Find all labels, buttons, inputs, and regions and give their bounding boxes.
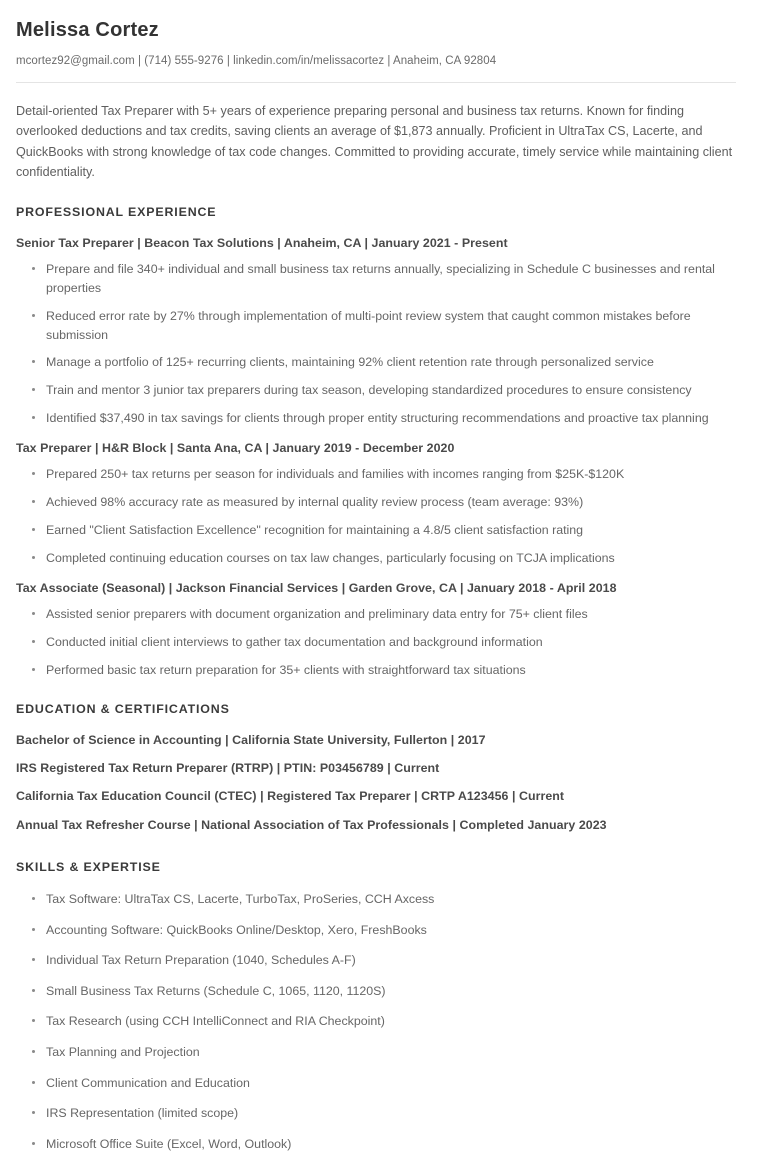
section-heading-education: EDUCATION & CERTIFICATIONS [16,701,230,716]
contact-line: mcortez92@gmail.com | (714) 555-9276 | linkedin.com/in/melissacortez | Anaheim, CA 92804 [16,55,497,67]
experience-bullet: Prepared 250+ tax returns per season for individuals and families with incomes ranging from $25K-$120K [30,465,744,484]
section-education-certifications [16,702,744,834]
skills-list [16,890,744,1153]
section-heading-experience: PROFESSIONAL EXPERIENCE [16,204,217,219]
experience-entry-title: Senior Tax Preparer | Beacon Tax Solutions | Anaheim, CA | January 2021 - Present [16,235,508,250]
education-entry: Bachelor of Science in Accounting | California State University, Fullerton | 2017 [16,732,486,747]
experience-entries [16,235,744,680]
professional-summary: Detail-oriented Tax Preparer with 5+ years of experience preparing personal and business tax returns. Known for finding overlooked deductions and tax credits, saving clients an average of $1,873 annually. Proficient in UltraTax CS, Lacerte, and QuickBooks with strong knowledge of tax code changes. Committed to providing accurate, timely service while maintaining client confidentiality. [16,104,733,180]
experience-bullet: Train and mentor 3 junior tax preparers during tax season, developing standardized procedures to ensure consistency [30,381,744,400]
experience-entry-title: Tax Preparer | H&R Block | Santa Ana, CA | January 2019 - December 2020 [16,440,455,455]
experience-bullet: Identified $37,490 in tax savings for clients through proper entity structuring recommendations and proactive tax planning [30,409,744,428]
experience-bullet: Prepare and file 340+ individual and small business tax returns annually, specializing in Schedule C businesses and rental properties [30,260,744,298]
education-entry: Annual Tax Refresher Course | National Association of Tax Professionals | Completed January 2023 [16,817,607,832]
skill-item: Small Business Tax Returns (Schedule C, 1065, 1120, 1120S) [30,982,744,1001]
experience-bullet-list [16,605,744,680]
section-heading-skills: SKILLS & EXPERTISE [16,859,161,874]
experience-bullet-list [16,260,744,428]
experience-bullet: Conducted initial client interviews to gather tax documentation and background information [30,633,744,652]
experience-entry-title: Tax Associate (Seasonal) | Jackson Financial Services | Garden Grove, CA | January 2018 - April 2018 [16,580,617,595]
experience-bullet: Earned "Client Satisfaction Excellence" recognition for maintaining a 4.8/5 client satisfaction rating [30,521,744,540]
education-list [16,732,744,834]
experience-entry [16,235,744,428]
education-entry: California Tax Education Council (CTEC) | Registered Tax Preparer | CRTP A123456 | Current [16,789,565,804]
skill-item: Tax Planning and Projection [30,1043,744,1062]
header-divider [16,82,736,83]
skill-item: IRS Representation (limited scope) [30,1104,744,1123]
experience-bullet: Reduced error rate by 27% through implementation of multi-point review system that caught common mistakes before submission [30,307,744,345]
skill-item: Client Communication and Education [30,1074,744,1093]
experience-bullet: Performed basic tax return preparation for 35+ clients with straightforward tax situations [30,661,744,680]
skill-item: Tax Research (using CCH IntelliConnect and RIA Checkpoint) [30,1012,744,1031]
experience-entry [16,580,744,680]
skill-item: Accounting Software: QuickBooks Online/Desktop, Xero, FreshBooks [30,921,744,940]
experience-bullet: Manage a portfolio of 125+ recurring clients, maintaining 92% client retention rate through personalized service [30,353,744,372]
experience-bullet-list [16,465,744,567]
candidate-name: Melissa Cortez [16,19,159,41]
education-entry: IRS Registered Tax Return Preparer (RTRP) | PTIN: P03456789 | Current [16,760,440,775]
skill-item: Individual Tax Return Preparation (1040, Schedules A-F) [30,951,744,970]
section-skills-expertise [16,860,744,1153]
skill-item: Tax Software: UltraTax CS, Lacerte, TurboTax, ProSeries, CCH Axcess [30,890,744,909]
experience-entry [16,440,744,568]
resume-header [16,18,744,83]
experience-bullet: Assisted senior preparers with document organization and preliminary data entry for 75+ client files [30,605,744,624]
skill-item: Microsoft Office Suite (Excel, Word, Outlook) [30,1135,744,1153]
experience-bullet: Completed continuing education courses on tax law changes, particularly focusing on TCJA implications [30,549,744,568]
section-professional-experience [16,205,744,680]
experience-bullet: Achieved 98% accuracy rate as measured by internal quality review process (team average: 93%) [30,493,744,512]
